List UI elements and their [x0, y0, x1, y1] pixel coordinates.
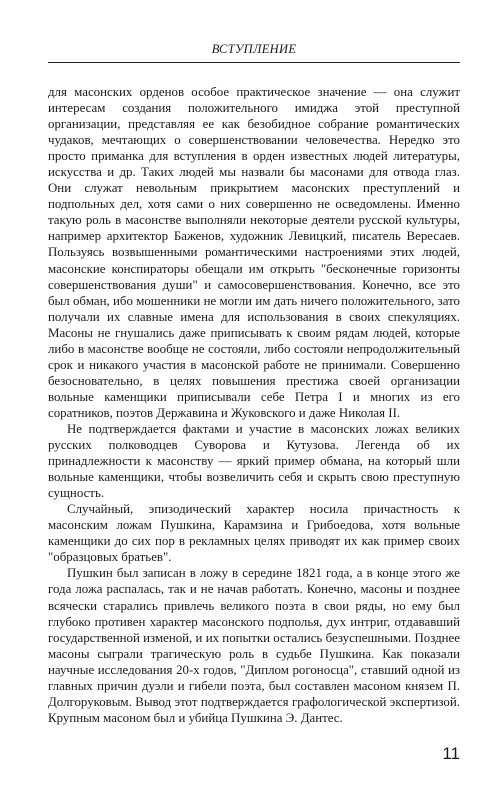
paragraph: Случайный, эпизодический характер носила причастность к масонским ложам Пушкина, Карамзина и Грибоедова, хотя вольные каменщики до сих пор в рекламных целях приводят их как пример своих "образцовых братьев". — [48, 502, 460, 565]
paragraph-continuation: для масонских орденов особое практическое значение — она служит интересам создания положительного имиджа этой преступной организации, представляя ее как безобидное собрание романтических чудаков, мечтающих о совершенствовании человечества. Нередко это просто приманка для вступления в орден известных людей литературы, искусства и др. Таких людей мы назвали бы масонами для отвода глаз. Они служат невольным прикрытием масонских преступлений и подпольных дел, хотя сами о них совершенно не осведомлены. Именно такую роль в масонстве выполняли некоторые деятели русской культуры, например архитектор Баженов, художник Левицкий, писатель Вересаев. Пользуясь возвышенными романтическими настроениями этих людей, масонские конспираторы обещали им открыть "бесконечные горизонты совершенствования души" и самосовершенствования. Конечно, все это был обман, ибо мошенники не могли им дать ничего положительного, зато получали их славные имена для использования в своих спекуляциях. Масоны не гнушались даже приписывать к своим рядам людей, которые либо в масонстве вообще не состояли, либо состояли непродолжительный срок и никакого участия в масонской работе не принимали. Совершенно безосновательно, в целях повышения престижа своей организации вольные каменщики приписывали себе Петра I и многих из его соратников, поэтов Державина и Жуковского и даже Николая II. — [48, 85, 460, 420]
paragraph: Не подтверждается фактами и участие в масонских ложах великих русских полководцев Суворова и Кутузова. Легенда об их принадлежности к масонству — яркий пример обмана, на который шли вольные каменщики, чтобы возвеличить себя и скрыть свою преступную сущность. — [48, 421, 460, 501]
body-text — [48, 84, 460, 726]
running-head: ВСТУПЛЕНИЕ — [211, 42, 297, 56]
header-rule — [48, 62, 460, 63]
paragraph: Пушкин был записан в ложу в середине 1821 года, а в конце этого же года ложа распалась, так и не начав работать. Конечно, масоны и позднее всячески старались привлечь великого поэта в свои ряды, но ему был глубоко противен характер масонского подполья, дух интриг, отдававший государственной изменой, и их попытки остались безуспешными. Позднее масоны сыграли трагическую роль в судьбе Пушкина. Как показали научные исследования 20-х годов, "Диплом рогоносца", ставший одной из главных причин дуэли и гибели поэта, был составлен масоном князем П. Долгоруковым. Вывод этот подтверждается графологической экспертизой. Крупным масоном был и убийца Пушкина Э. Дантес. — [48, 566, 460, 725]
page-number: 11 — [442, 744, 460, 763]
